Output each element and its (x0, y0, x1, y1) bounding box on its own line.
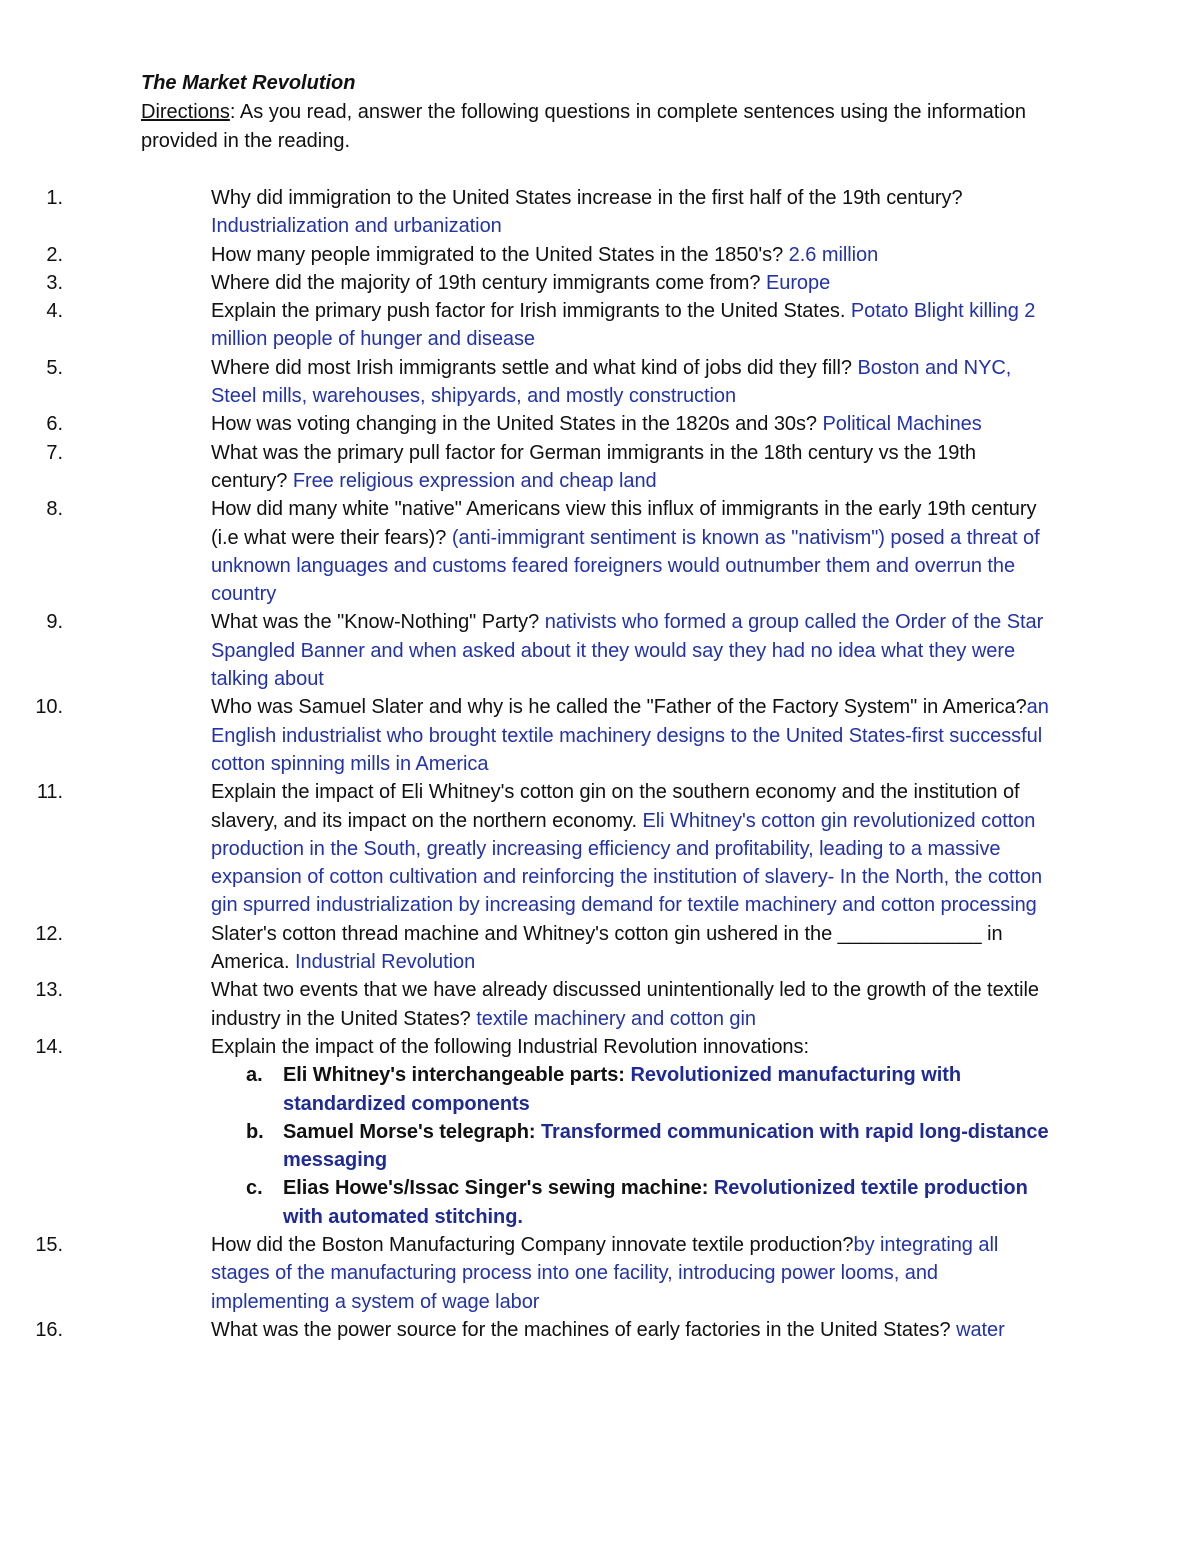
answer-text: Eli Whitney's cotton gin revolutionized cotton production in the South, greatly increasing efficiency and profitability, leading to a massive expansion of cotton cultivation and reinforcing the institution of slavery- In the North, the cotton gin spurred industrialization by increasing demand for textile machinery and cotton processing (211, 809, 1043, 917)
question-text: How was voting changing in the United States in the 1820s and 30s? (211, 413, 823, 436)
sub-question-letter: c. (246, 1177, 263, 1200)
question-item (0, 1033, 1056, 1231)
question-text: Who was Samuel Slater and why is he called the "Father of the Factory System" in America? (211, 696, 1027, 719)
answer-text: (anti-immigrant sentiment is known as "nativism") posed a threat of unknown languages and customs feared foreigners would outnumber them and overrun the country (211, 526, 1040, 606)
answer-text: textile machinery and cotton gin (476, 1007, 756, 1030)
sub-question-list (211, 1061, 1056, 1231)
directions-text: : As you read, answer the following questions in complete sentences using the information provided in the reading. (141, 101, 1026, 152)
question-number: 9. (46, 611, 63, 634)
question-number: 11. (36, 781, 63, 804)
answer-text: 2.6 million (788, 243, 879, 266)
question-number: 5. (46, 356, 63, 379)
question-number: 16. (35, 1318, 63, 1341)
question-item (0, 439, 1056, 496)
question-item (0, 410, 1056, 438)
question-number: 14. (35, 1035, 63, 1058)
sub-question-item (211, 1061, 1056, 1118)
sub-answer-text: Revolutionized manufacturing with standardized components (283, 1064, 962, 1115)
question-number: 3. (46, 271, 63, 294)
answer-text: an English industrialist who brought textile machinery designs to the United States-first successful cotton spinning mills in America (211, 696, 1049, 775)
question-number: 1. (46, 187, 63, 209)
question-text: How did the Boston Manufacturing Company innovate textile production? (211, 1233, 854, 1256)
sub-answer-text: Revolutionized textile production with automated stitching. (283, 1177, 1028, 1228)
question-list (0, 184, 1200, 1344)
question-text: What was the primary pull factor for German immigrants in the 18th century vs the 19th century? (211, 441, 976, 492)
question-item (0, 297, 1056, 354)
question-item (0, 184, 1056, 241)
answer-text: Europe (765, 271, 831, 294)
sub-question-text: Eli Whitney's interchangeable parts: (283, 1064, 631, 1087)
question-text: What two events that we have already discussed unintentionally led to the growth of the textile industry in the United States? (211, 979, 1039, 1030)
sub-question-text: Elias Howe's/Issac Singer's sewing machine: (283, 1177, 714, 1200)
sub-question-item (211, 1118, 1056, 1175)
question-item (0, 608, 1056, 693)
sub-question-letter: a. (246, 1064, 263, 1087)
question-text: Where did the majority of 19th century immigrants come from? (211, 271, 766, 294)
sub-question-item (211, 1174, 1056, 1231)
answer-text: Political Machines (822, 413, 982, 436)
question-text: Why did immigration to the United States increase in the first half of the 19th century? (211, 187, 963, 209)
question-item (0, 976, 1056, 1033)
question-number: 12. (35, 922, 63, 945)
question-item (0, 693, 1056, 778)
answer-text: Free religious expression and cheap land (292, 469, 657, 492)
question-item (0, 778, 1056, 919)
question-number: 4. (46, 300, 63, 323)
question-text: How many people immigrated to the United States in the 1850's? (211, 243, 789, 266)
answer-text: nativists who formed a group called the Order of the Star Spangled Banner and when asked about it they would say they had no idea what they were talking about (211, 611, 1044, 691)
question-text: How did many white "native" Americans view this influx of immigrants in the early 19th century (i.e what were their fears)? (211, 498, 1037, 549)
answer-text: Industrialization and urbanization (211, 215, 502, 238)
question-text: What was the "Know-Nothing" Party? (211, 611, 545, 634)
sub-answer-text: Transformed communication with rapid long-distance messaging (283, 1120, 1049, 1172)
question-number: 6. (46, 413, 63, 436)
answer-text: Industrial Revolution (295, 951, 476, 974)
question-text: What was the power source for the machines of early factories in the United States? (211, 1318, 957, 1341)
sub-question-letter: b. (246, 1120, 264, 1143)
document-title: The Market Revolution (141, 72, 356, 94)
question-item (0, 920, 1056, 977)
answer-text: water (956, 1318, 1005, 1341)
question-text: Explain the impact of the following Industrial Revolution innovations: (211, 1035, 809, 1058)
question-item (0, 1316, 1056, 1344)
question-item (0, 354, 1056, 411)
question-number: 10. (35, 696, 63, 719)
question-number: 8. (46, 498, 63, 521)
answer-text: Potato Blight killing 2 million people of hunger and disease (211, 300, 1036, 351)
question-text: Where did most Irish immigrants settle and what kind of jobs did they fill? (211, 356, 858, 379)
sub-question-text: Samuel Morse's telegraph: (283, 1120, 541, 1143)
question-text: Explain the impact of Eli Whitney's cotton gin on the southern economy and the institution of slavery, and its impact on the northern economy. (211, 781, 1020, 832)
question-number: 2. (46, 243, 63, 266)
question-item (0, 269, 1056, 297)
question-number: 13. (35, 979, 63, 1002)
answer-text: Boston and NYC, Steel mills, warehouses, shipyards, and mostly construction (211, 356, 1012, 408)
question-number: 7. (46, 441, 63, 464)
question-item (0, 1231, 1056, 1316)
answer-text: by integrating all stages of the manufacturing process into one facility, introducing power looms, and implementing a system of wage labor (211, 1233, 999, 1313)
question-text: Slater's cotton thread machine and Whitney's cotton gin ushered in the _____________ in America. (211, 922, 1003, 974)
directions-label: Directions (141, 101, 230, 123)
question-number: 15. (35, 1233, 63, 1256)
directions (141, 98, 1041, 156)
question-item (0, 241, 1056, 269)
question-item (0, 495, 1056, 608)
question-text: Explain the primary push factor for Irish immigrants to the United States. (211, 300, 851, 323)
